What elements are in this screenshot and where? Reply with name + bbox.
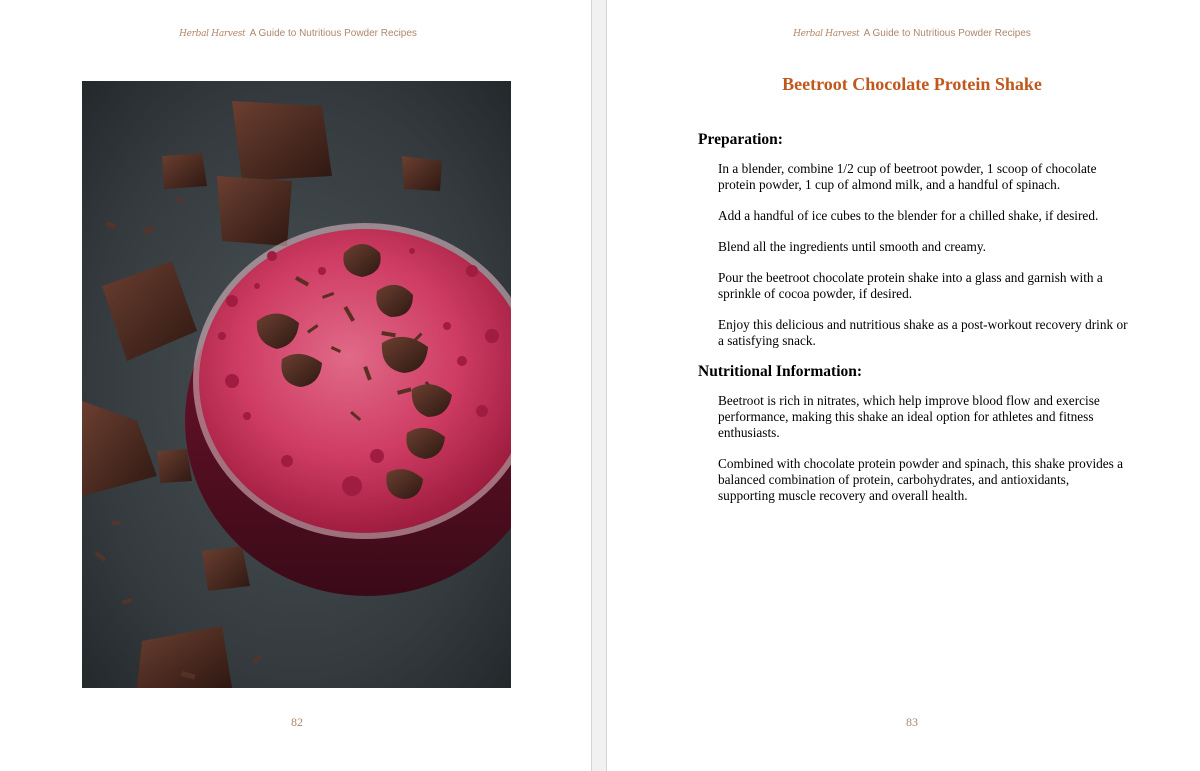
brand-script-logo: Herbal Harvest bbox=[793, 29, 860, 39]
page-gutter bbox=[591, 0, 607, 771]
beetroot-shake-photo bbox=[82, 81, 511, 688]
preparation-step: In a blender, combine 1/2 cup of beetroot powder, 1 scoop of chocolate protein powder, 1 cup of almond milk, and a handful of spinach. bbox=[718, 161, 1097, 192]
preparation-step: Add a handful of ice cubes to the blender for a chilled shake, if desired. bbox=[718, 208, 1099, 223]
page-number: 83 bbox=[906, 715, 918, 729]
recipe-title: Beetroot Chocolate Protein Shake bbox=[782, 74, 1042, 94]
page-number: 82 bbox=[291, 715, 303, 729]
section-heading: Nutritional Information: bbox=[698, 363, 863, 380]
nutrition-paragraph: Beetroot is rich in nitrates, which help improve blood flow and exercise performance, making this shake an ideal option for athletes and fitness enthusiasts. bbox=[718, 393, 1100, 440]
running-header bbox=[607, 28, 1200, 39]
running-header-title: A Guide to Nutritious Powder Recipes bbox=[863, 28, 1031, 39]
preparation-step: Enjoy this delicious and nutritious shake as a post-workout recovery drink or a satisfying snack. bbox=[718, 317, 1128, 348]
section-heading: Preparation: bbox=[698, 131, 783, 148]
preparation-step: Blend all the ingredients until smooth and creamy. bbox=[718, 239, 986, 254]
preparation-section bbox=[698, 131, 1128, 349]
running-header bbox=[0, 28, 596, 39]
brand-script-logo: Herbal Harvest bbox=[179, 29, 246, 39]
recipe-content bbox=[698, 131, 1128, 519]
preparation-step: Pour the beetroot chocolate protein shake into a glass and garnish with a sprinkle of cocoa powder, if desired. bbox=[718, 270, 1103, 301]
nutrition-section bbox=[698, 363, 1128, 504]
nutrition-paragraph: Combined with chocolate protein powder and spinach, this shake provides a balanced combination of protein, carbohydrates, and antioxidants, supporting muscle recovery and overall health. bbox=[718, 456, 1124, 503]
right-page bbox=[607, 0, 1200, 771]
running-header-title: A Guide to Nutritious Powder Recipes bbox=[249, 28, 417, 39]
left-page bbox=[0, 0, 591, 771]
